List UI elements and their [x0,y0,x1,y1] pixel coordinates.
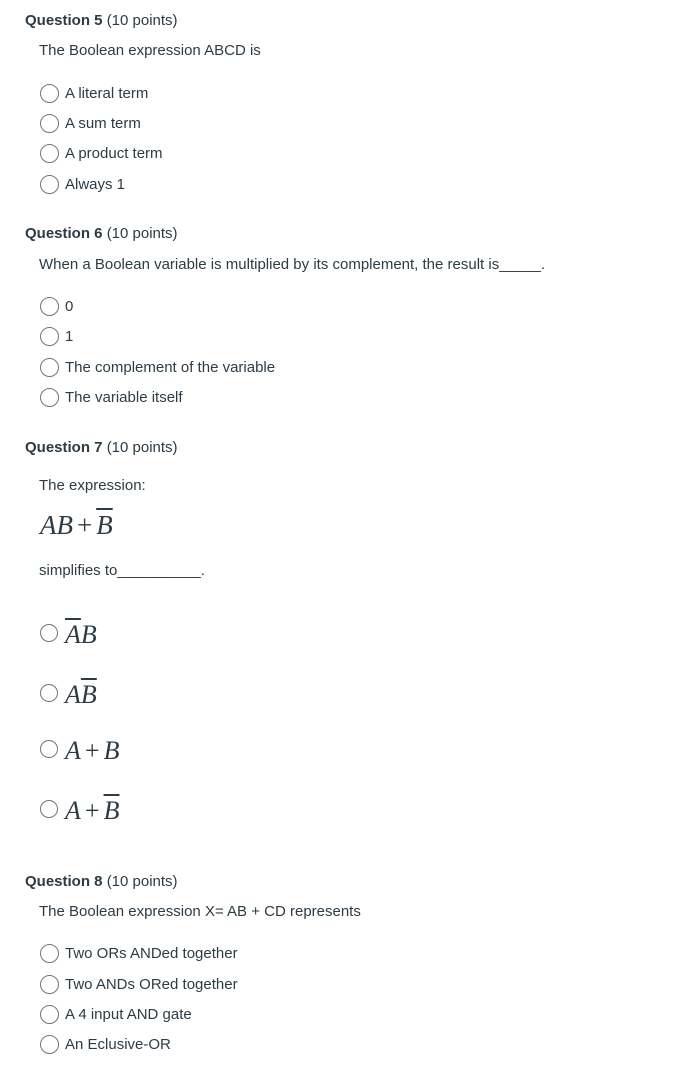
question-5-header [25,12,178,29]
radio-button[interactable] [40,1035,59,1054]
radio-button[interactable] [40,358,59,377]
option-term: B [103,736,120,765]
q7-option-1[interactable] [40,618,97,652]
radio-button[interactable] [40,144,59,163]
option-label: 0 [65,297,74,315]
question-8-header [25,873,178,890]
option-math [65,678,97,712]
q5-option-1[interactable] [40,82,148,104]
radio-button[interactable] [40,175,59,194]
option-label: A literal term [65,84,149,102]
option-label: 1 [65,327,74,345]
option-term: A [65,680,81,709]
question-8-text: The Boolean expression X= AB + CD represents [39,903,361,920]
option-label: A product term [65,144,163,162]
q8-option-2[interactable] [40,973,238,995]
option-math [65,618,97,652]
option-label: Two ORs ANDed together [65,944,238,962]
option-term: A [65,736,81,765]
option-label: Two ANDs ORed together [65,975,238,993]
option-bar-term: $\overline{B}$ [103,796,120,825]
q6-option-2[interactable] [40,325,73,347]
expr-term-b-bar: $\overline{B}$ [96,510,113,540]
expr-term-ab: AB [40,510,73,540]
expr-plus: + [77,510,93,540]
option-label: The variable itself [65,388,183,406]
question-7-expression [40,510,113,541]
radio-button[interactable] [40,624,58,642]
option-label: An Eclusive-OR [65,1035,171,1053]
radio-button[interactable] [40,975,59,994]
question-6-number: Question 6 [25,225,103,242]
question-8-number: Question 8 [25,873,103,890]
option-math [65,734,119,768]
question-5-number: Question 5 [25,12,103,29]
q8-option-4[interactable] [40,1033,171,1055]
radio-button[interactable] [40,388,59,407]
q8-option-1[interactable] [40,942,238,964]
q5-option-3[interactable] [40,142,163,164]
q5-option-4[interactable] [40,173,125,195]
question-8-points: (10 points) [106,873,178,890]
option-bar-term: $\overline{A}$ [65,620,81,649]
option-bar-term: $\overline{B}$ [80,680,97,709]
radio-button[interactable] [40,944,59,963]
radio-button[interactable] [40,84,59,103]
question-6-text: When a Boolean variable is multiplied by its complement, the result is_____. [39,256,546,273]
option-term: A [65,796,81,825]
q6-option-3[interactable] [40,356,275,378]
radio-button[interactable] [40,740,58,758]
radio-button[interactable] [40,114,59,133]
q8-option-3[interactable] [40,1003,192,1025]
radio-button[interactable] [40,684,58,702]
radio-button[interactable] [40,297,59,316]
option-math [65,794,119,828]
question-7-points: (10 points) [106,439,178,456]
question-7-text-2: simplifies to__________. [39,562,205,579]
question-7-number: Question 7 [25,439,103,456]
q6-option-4[interactable] [40,386,183,408]
option-label: A 4 input AND gate [65,1005,192,1023]
question-5-text: The Boolean expression ABCD is [39,42,261,59]
question-5-points: (10 points) [106,12,178,29]
question-7-text: The expression: [39,477,146,494]
q7-option-3[interactable] [40,734,119,768]
option-plus: + [84,796,100,825]
option-term: B [80,620,97,649]
option-label: A sum term [65,114,141,132]
q5-option-2[interactable] [40,112,141,134]
question-6-header [25,225,178,242]
option-label: The complement of the variable [65,358,276,376]
q7-option-2[interactable] [40,678,97,712]
radio-button[interactable] [40,1005,59,1024]
q7-option-4[interactable] [40,794,119,828]
option-label: Always 1 [65,175,126,193]
question-6-points: (10 points) [106,225,178,242]
question-7-header [25,439,178,456]
radio-button[interactable] [40,800,58,818]
option-plus: + [84,736,100,765]
q6-option-1[interactable] [40,295,73,317]
radio-button[interactable] [40,327,59,346]
